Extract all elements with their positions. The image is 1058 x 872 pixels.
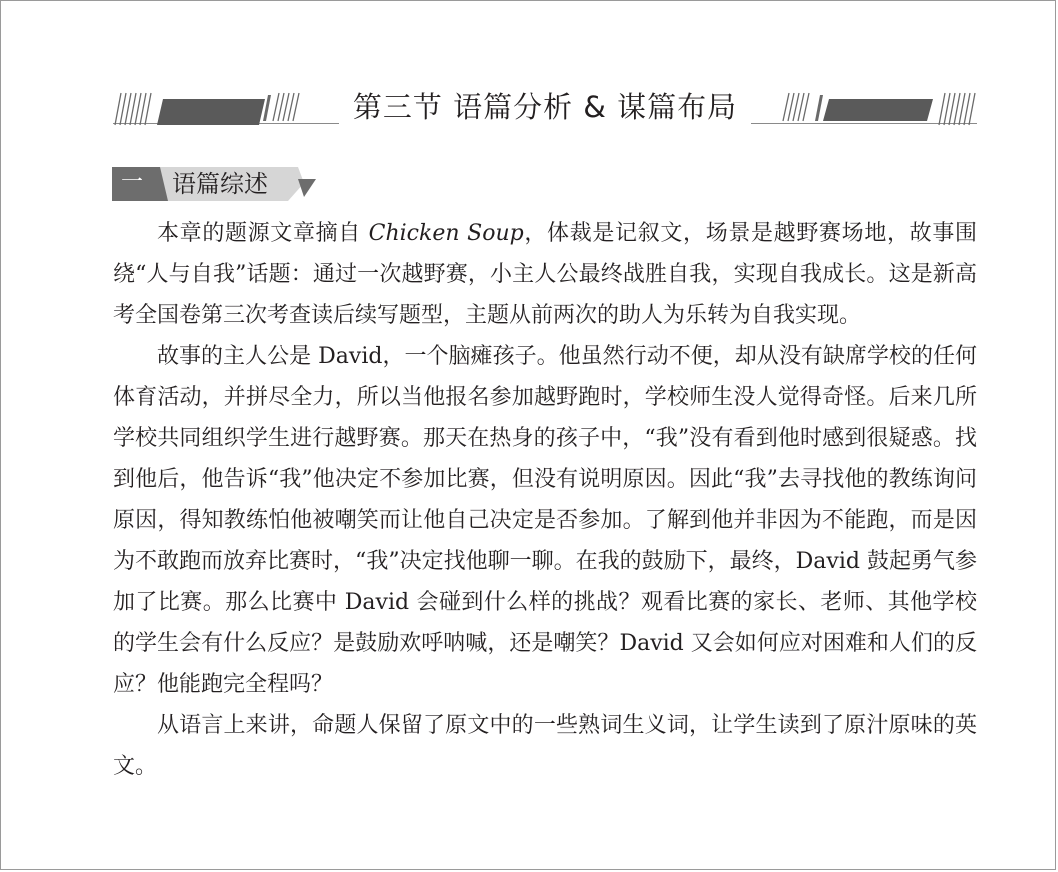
section-title-banner bbox=[113, 87, 977, 129]
body-text bbox=[113, 213, 977, 787]
subsection-title: 语篇综述 bbox=[172, 170, 268, 198]
paragraph-3: 从语言上来讲，命题人保留了原文中的一些熟词生义词，让学生读到了原汁原味的英文。 bbox=[113, 713, 977, 779]
book-title: Chicken Soup bbox=[368, 221, 524, 246]
paragraph-1-text-a: 本章的题源文章摘自 bbox=[157, 221, 369, 246]
paragraph-1-text-b: ，体裁是记叙文，场景是越野赛场地，故事围绕“人与自我”话题：通过一次越野赛，小主人公最终战胜自我，实现自我成长。这是新高考全国卷第三次考查读后续写题型，主题从前两次的助人为乐转为自我实现。 bbox=[113, 221, 977, 328]
section-title bbox=[113, 87, 977, 127]
paragraph-2: 故事的主人公是 David，一个脑瘫孩子。他虽然行动不便，却从没有缺席学校的任何体育活动，并拼尽全力，所以当他报名参加越野跑时，学校师生没人觉得奇怪。后来几所学校共同组织学生进行越野赛。那天在热身的孩子中，“我”没有看到他时感到很疑惑。找到他后，他告诉“我”他决定不参加比赛，但没有说明原因。因此“我”去寻找他的教练询问原因，得知教练怕他被嘲笑而让他自己决定是否参加。了解到他并非因为不能跑，而是因为不敢跑而放弃比赛时，“我”决定找他聊一聊。在我的鼓励下，最终，David 鼓起勇气参加了比赛。那么比赛中 David 会碰到什么样的挑战？观看比赛的家长、老师、其他学校的学生会有什么反应？是鼓励欢呼呐喊，还是嘲笑？David 又会如何应对困难和人们的反应？他能跑完全程吗？ bbox=[113, 344, 977, 697]
section-title-text: 第三节 语篇分析 & 谋篇布局 bbox=[339, 90, 751, 124]
paragraph-1 bbox=[113, 213, 977, 336]
subsection-number: 一 bbox=[120, 170, 143, 195]
